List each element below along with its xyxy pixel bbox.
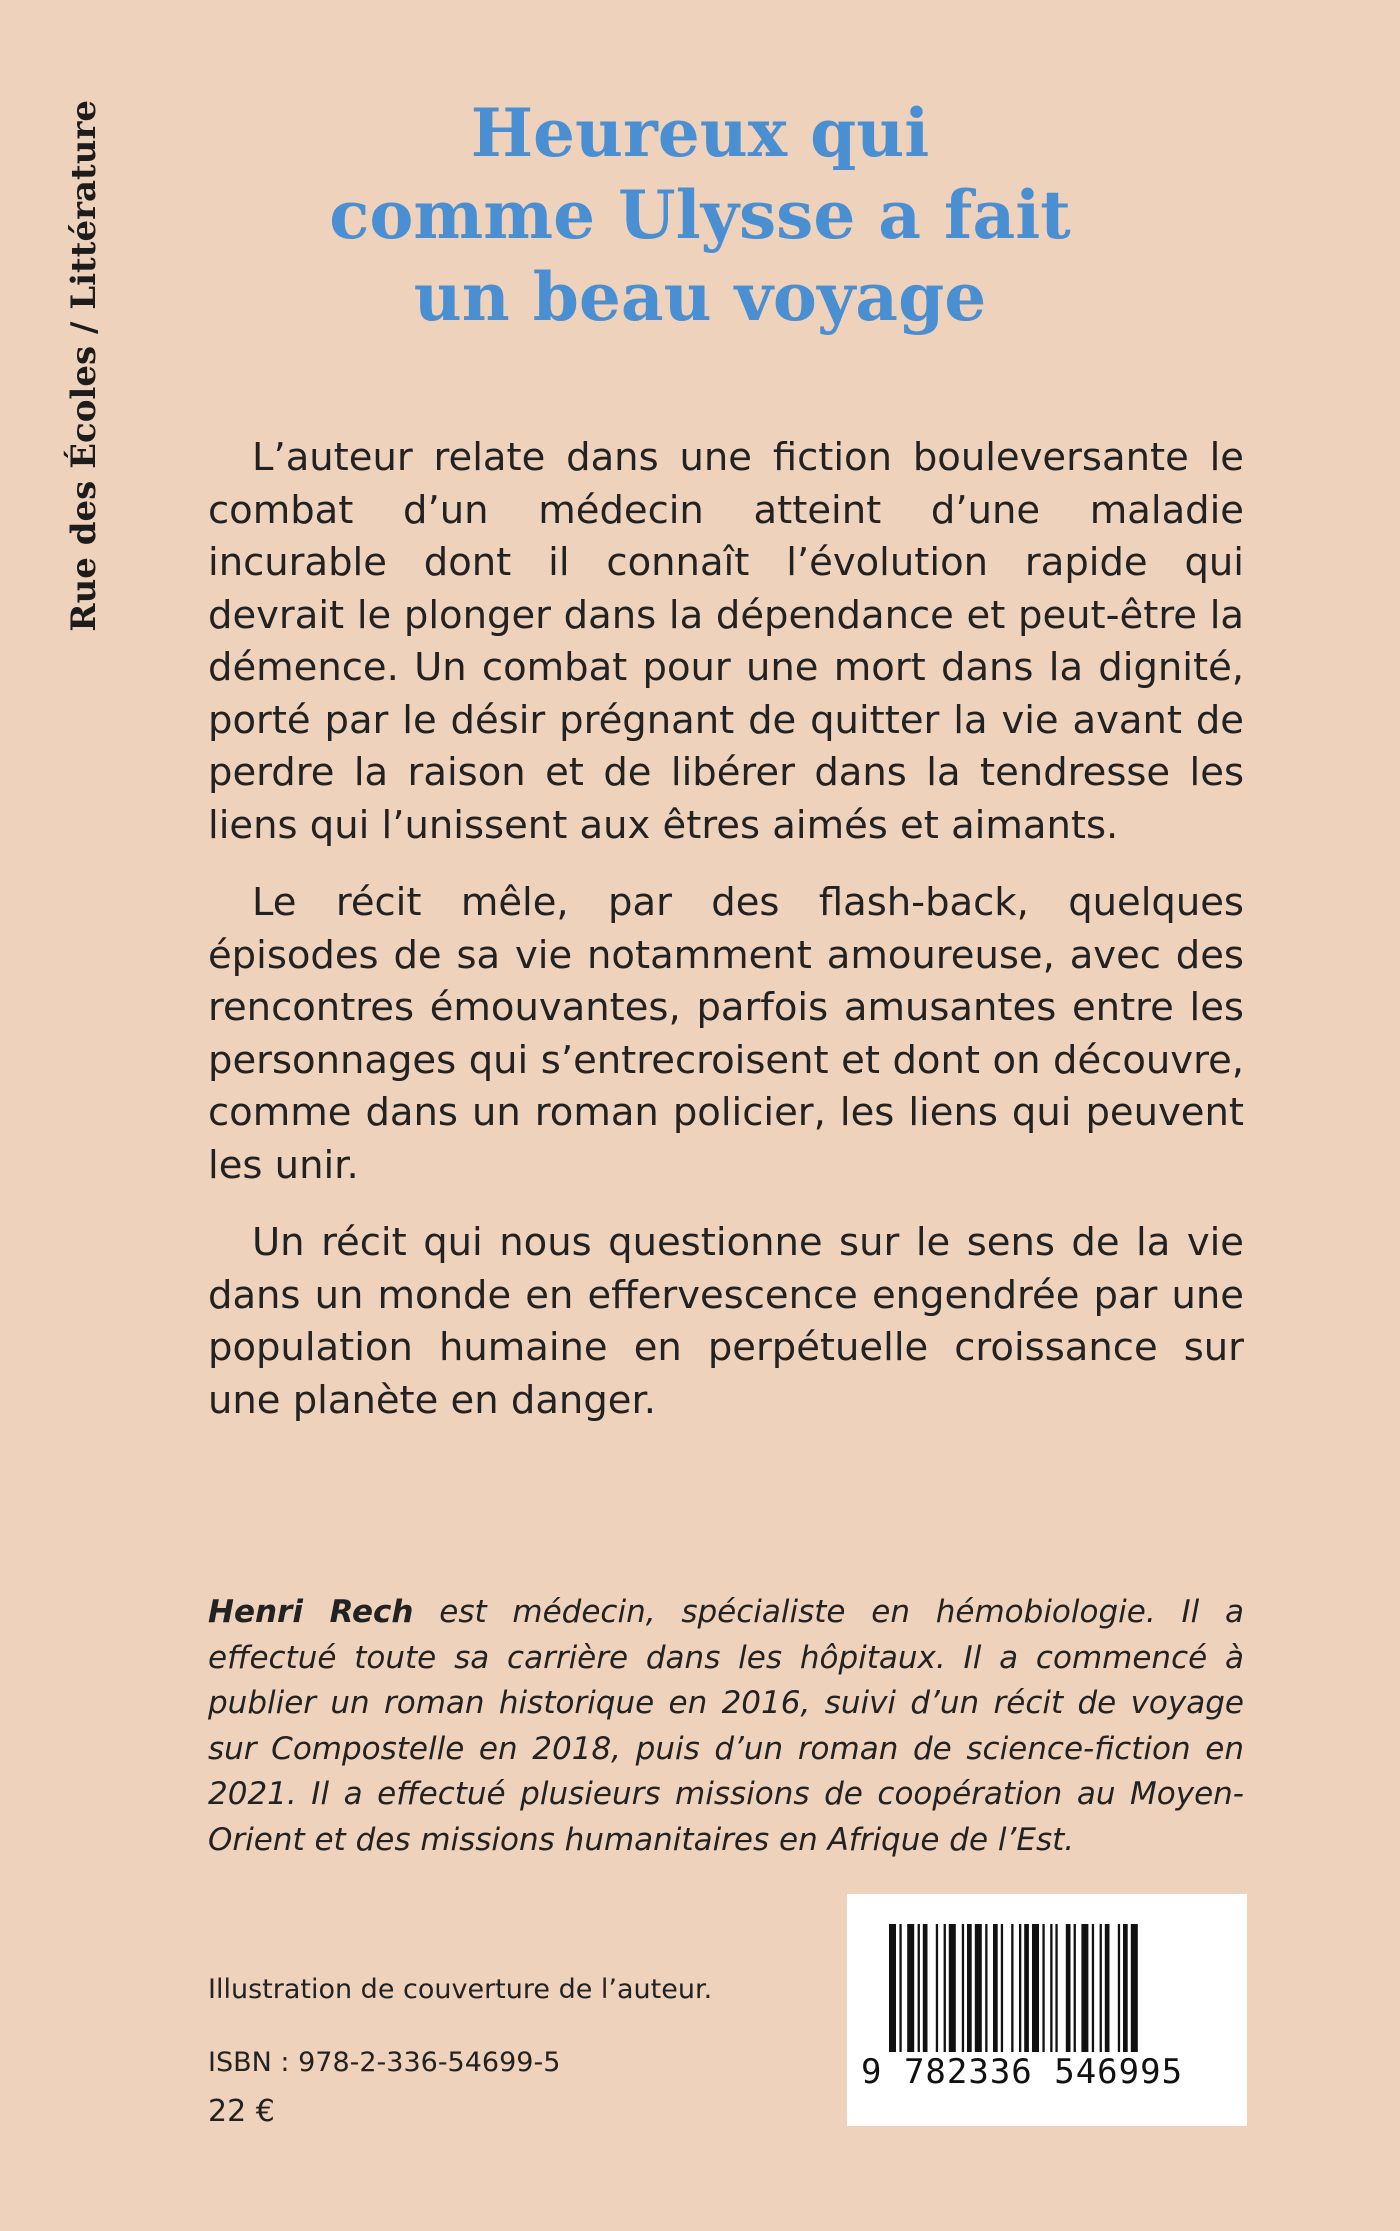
author-bio-text: est médecin, spécialiste en hémobiologie. Il a effectué toute sa carrière dans les hôpitaux. Il a commencé à publier un roman historique en 2016, suivi d’un récit de voyage sur Compostelle en 2018, puis d’un roman de science-fiction en 2021. Il a effectué plusieurs missions de coopération au Moyen-Orient et des missions humanitaires en Afrique de l’Est. — [208, 1594, 1244, 1858]
barcode-bars — [889, 1924, 1205, 2054]
barcode-digits: 9 782336 546995 — [861, 2052, 1184, 2092]
book-title — [200, 92, 1200, 338]
author-name: Henri Rech — [208, 1594, 414, 1630]
price: 22 € — [208, 2094, 275, 2129]
isbn-number: ISBN : 978-2-336-54699-5 — [208, 2047, 561, 2078]
title-line-2: comme Ulysse a fait — [329, 176, 1071, 254]
summary-paragraph-2: Le récit mêle, par des flash-back, quelques épisodes de sa vie notamment amoureuse, avec des rencontres émouvantes, parfois amusantes entre les personnages qui s’entrecroisent et dont on découvre, comme dans un roman policier, les liens qui peuvent les unir. — [208, 880, 1244, 1188]
series-name: Rue des Écoles / Littérature — [64, 100, 104, 632]
title-line-1: Heureux qui — [470, 94, 930, 172]
illustration-credit: Illustration de couverture de l’auteur. — [208, 1974, 713, 2005]
summary-paragraph-1: L’auteur relate dans une fiction bouleversante le combat d’un médecin atteint d’une maladie incurable dont il connaît l’évolution rapide qui devrait le plonger dans la dépendance et peut-être la démence. Un combat pour une mort dans la dignité, porté par le désir prégnant de quitter la vie avant de perdre la raison et de libérer dans la tendresse les liens qui l’unissent aux êtres aimés et aimants. — [208, 435, 1244, 848]
title-line-3: un beau voyage — [413, 258, 987, 336]
barcode — [847, 1894, 1247, 2126]
back-cover-summary — [208, 432, 1244, 1452]
author-bio — [208, 1590, 1244, 1863]
spine-label — [62, 100, 106, 640]
summary-paragraph-3: Un récit qui nous questionne sur le sens de la vie dans un monde en effervescence engendrée par une population humaine en perpétuelle croissance sur une planète en danger. — [208, 1220, 1244, 1423]
